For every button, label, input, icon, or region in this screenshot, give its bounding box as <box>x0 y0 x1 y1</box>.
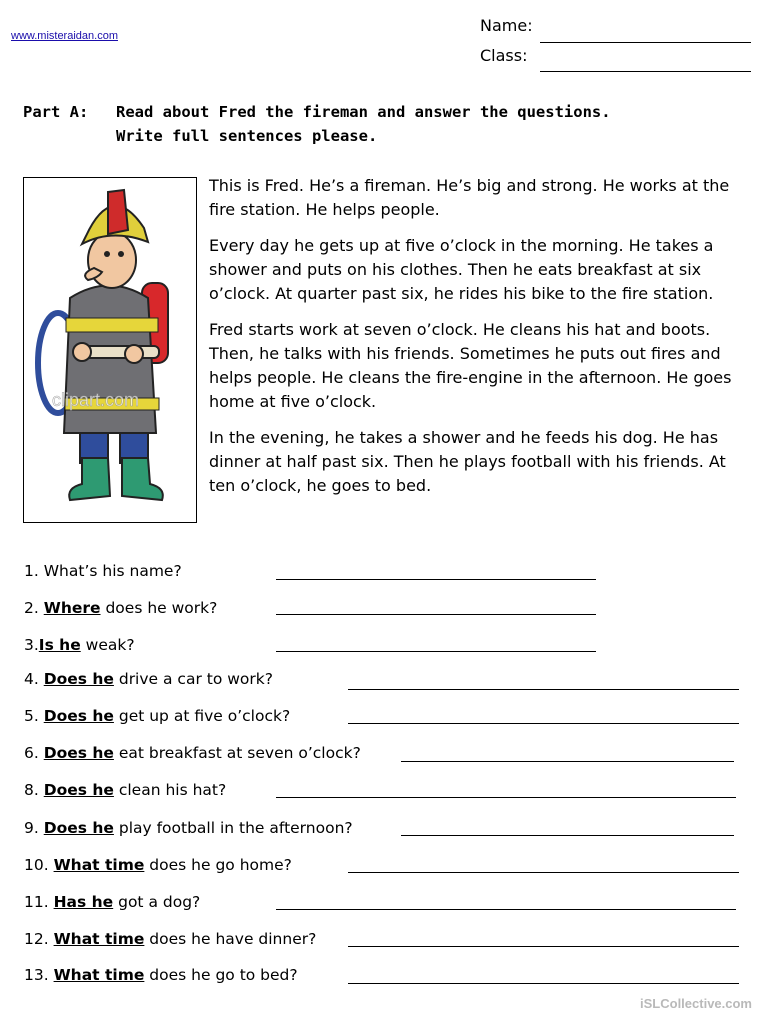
answer-line-1[interactable] <box>276 579 596 580</box>
answer-line-2[interactable] <box>276 614 596 615</box>
fireman-picture <box>23 177 197 523</box>
question-3: 3.Is he weak? <box>24 636 135 654</box>
answer-line-4[interactable] <box>348 689 739 690</box>
answer-line-9[interactable] <box>401 835 734 836</box>
website-link[interactable]: www.misteraidan.com <box>11 30 118 42</box>
answer-line-6[interactable] <box>401 761 734 762</box>
question-11: 11. Has he got a dog? <box>24 893 201 911</box>
story-text <box>209 174 749 510</box>
question-12: 12. What time does he have dinner? <box>24 930 317 948</box>
story-paragraph: Fred starts work at seven o’clock. He cleans his hat and boots. Then, he talks with his friends. Sometimes he puts out fires and helps people. He cleans the fire-engine in the afternoon. He goes home at five o’clock. <box>209 320 732 411</box>
question-9: 9. Does he play football in the afternoon? <box>24 819 353 837</box>
islcollective-watermark: iSLCollective.com <box>640 996 752 1011</box>
class-field-line[interactable] <box>540 71 751 72</box>
answer-line-3[interactable] <box>276 651 596 652</box>
class-label: Class: <box>480 46 528 65</box>
question-10: 10. What time does he go home? <box>24 856 292 874</box>
instruction-line-1: Read about Fred the fireman and answer the questions. <box>116 103 611 121</box>
question-1: 1. What’s his name? <box>24 562 182 580</box>
answer-line-5[interactable] <box>348 723 739 724</box>
part-label: Part A: <box>23 103 89 121</box>
question-6: 6. Does he eat breakfast at seven o’clock? <box>24 744 361 762</box>
answer-line-13[interactable] <box>348 983 739 984</box>
instruction-line-2: Write full sentences please. <box>116 127 378 145</box>
story-paragraph: Every day he gets up at five o’clock in the morning. He takes a shower and puts on his clothes. Then he eats breakfast at six o’clock. At quarter past six, he rides his bike to the fire station. <box>209 236 714 303</box>
story-paragraph: This is Fred. He’s a fireman. He’s big and strong. He works at the fire station. He helps people. <box>209 176 730 219</box>
name-label: Name: <box>480 16 533 35</box>
answer-line-8[interactable] <box>276 797 736 798</box>
fireman-clipart-icon <box>24 178 196 522</box>
answer-line-10[interactable] <box>348 872 739 873</box>
answer-line-11[interactable] <box>276 909 736 910</box>
name-field-line[interactable] <box>540 42 751 43</box>
answer-line-12[interactable] <box>348 946 739 947</box>
question-13: 13. What time does he go to bed? <box>24 966 298 984</box>
clipart-watermark: clipart.com <box>52 390 140 410</box>
question-4: 4. Does he drive a car to work? <box>24 670 273 688</box>
question-5: 5. Does he get up at five o’clock? <box>24 707 291 725</box>
question-2: 2. Where does he work? <box>24 599 218 617</box>
story-paragraph: In the evening, he takes a shower and he feeds his dog. He has dinner at half past six. Then he plays football with his friends. At ten o’clock, he goes to bed. <box>209 428 726 495</box>
question-8: 8. Does he clean his hat? <box>24 781 227 799</box>
